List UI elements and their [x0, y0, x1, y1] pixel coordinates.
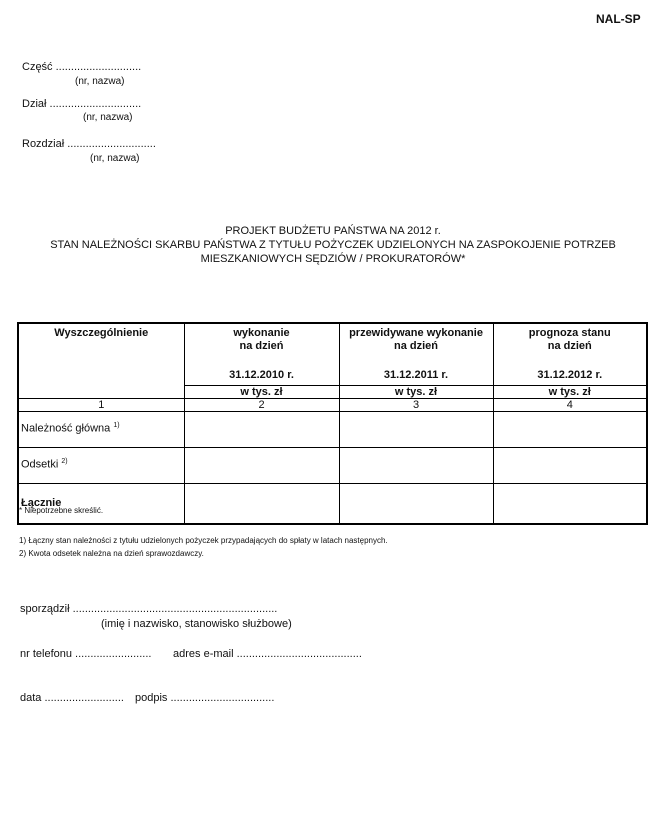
table-row: [18, 447, 647, 483]
sporzadzil-dots: ...................................................................: [72, 603, 278, 615]
col-number: 4: [493, 398, 647, 411]
title-line2: STAN NALEŻNOŚCI SKARBU PAŃSTWA Z TYTUŁU POŻYCZEK UDZIELONYCH NA ZASPOKOJENIE POTRZEB: [50, 239, 616, 251]
note-2: 2) Kwota odsetek należna na dzień sprawozdawczy.: [19, 549, 204, 558]
phone-label: nr telefonu: [20, 648, 72, 660]
unit-cell: w tys. zł: [184, 385, 339, 398]
row-label-note: 2): [61, 457, 68, 465]
value-cell[interactable]: [339, 447, 493, 483]
sign-dots: ..................................: [170, 692, 275, 704]
date-field: [20, 692, 124, 704]
email-field: [173, 648, 362, 660]
value-cell[interactable]: [493, 447, 647, 483]
col-header-sub: na dzień: [393, 340, 438, 352]
col-number: 3: [339, 398, 493, 411]
form-code: NAL-SP: [596, 12, 641, 26]
title-line3: MIESZKANIOWYCH SĘDZIÓW / PROKURATORÓW*: [200, 253, 466, 265]
phone-dots: .........................: [75, 648, 152, 660]
value-cell[interactable]: [184, 447, 339, 483]
value-cell[interactable]: [339, 411, 493, 447]
row-label-text: Należność główna: [21, 422, 111, 435]
col-header-name: przewidywane wykonanie: [349, 327, 483, 339]
field-czesc-label: Część: [22, 61, 53, 73]
col-number: 1: [18, 398, 184, 411]
field-dzial-hint: (nr, nazwa): [83, 112, 133, 123]
date-dots: ..........................: [44, 692, 124, 704]
note-1: 1) Łączny stan należności z tytułu udzielonych pożyczek przypadających do spłaty w latach następnych.: [19, 536, 388, 545]
table-total-row: [18, 483, 647, 524]
row-label-note: 1): [113, 421, 120, 429]
value-cell[interactable]: [493, 483, 647, 524]
phone-field: [20, 648, 151, 660]
col-header-date: 31.12.2012 r.: [537, 369, 603, 381]
footnote-star: * Niepotrzebne skreślić.: [19, 506, 104, 515]
field-czesc-dots: ............................: [55, 61, 142, 73]
table-header-row: [18, 323, 647, 385]
sporzadzil-field: [20, 603, 277, 615]
col-header-label: Wyszczególnienie: [54, 327, 149, 339]
col-header-name: wykonanie: [233, 327, 290, 339]
unit-cell: w tys. zł: [493, 385, 647, 398]
field-czesc: [22, 61, 141, 73]
col-header-sub: na dzień: [547, 340, 592, 352]
field-dzial: [22, 98, 141, 110]
sporzadzil-label: sporządził: [20, 603, 70, 615]
data-table: [17, 322, 648, 525]
row-label-lacznie: Łącznie: [18, 483, 184, 524]
signature-field: [135, 692, 274, 704]
col-header-2: [184, 323, 339, 385]
row-label-naleznosc: [18, 411, 184, 447]
col-header-3: [339, 323, 493, 385]
row-label-odsetki: [18, 447, 184, 483]
col-header-date: 31.12.2011 r.: [383, 369, 449, 381]
field-dzial-dots: ..............................: [49, 98, 142, 110]
field-dzial-label: Dział: [22, 98, 47, 110]
col-header-name: prognoza stanu: [528, 327, 611, 339]
value-cell[interactable]: [184, 483, 339, 524]
field-czesc-hint: (nr, nazwa): [75, 76, 125, 87]
table-row: [18, 411, 647, 447]
field-rozdzial: [22, 138, 156, 150]
col-header-sub: na dzień: [239, 340, 284, 352]
field-rozdzial-label: Rozdział: [22, 138, 65, 150]
field-rozdzial-dots: .............................: [67, 138, 156, 150]
sporzadzil-hint: (imię i nazwisko, stanowisko służbowe): [101, 618, 292, 630]
row-label-text: Odsetki: [21, 458, 59, 471]
col-header-wyszczegolnienie: [18, 323, 184, 398]
unit-cell: w tys. zł: [339, 385, 493, 398]
email-label: adres e-mail: [173, 648, 234, 660]
value-cell[interactable]: [493, 411, 647, 447]
date-label: data: [20, 692, 42, 704]
field-rozdzial-hint: (nr, nazwa): [90, 153, 140, 164]
sign-label: podpis: [135, 692, 168, 704]
value-cell[interactable]: [184, 411, 339, 447]
col-number: 2: [184, 398, 339, 411]
title-line1: PROJEKT BUDŻETU PAŃSTWA NA 2012 r.: [225, 225, 441, 237]
email-dots: .........................................: [236, 648, 362, 660]
table-number-row: [18, 398, 647, 411]
value-cell[interactable]: [339, 483, 493, 524]
col-header-4: [493, 323, 647, 385]
col-header-date: 31.12.2010 r.: [229, 369, 294, 381]
